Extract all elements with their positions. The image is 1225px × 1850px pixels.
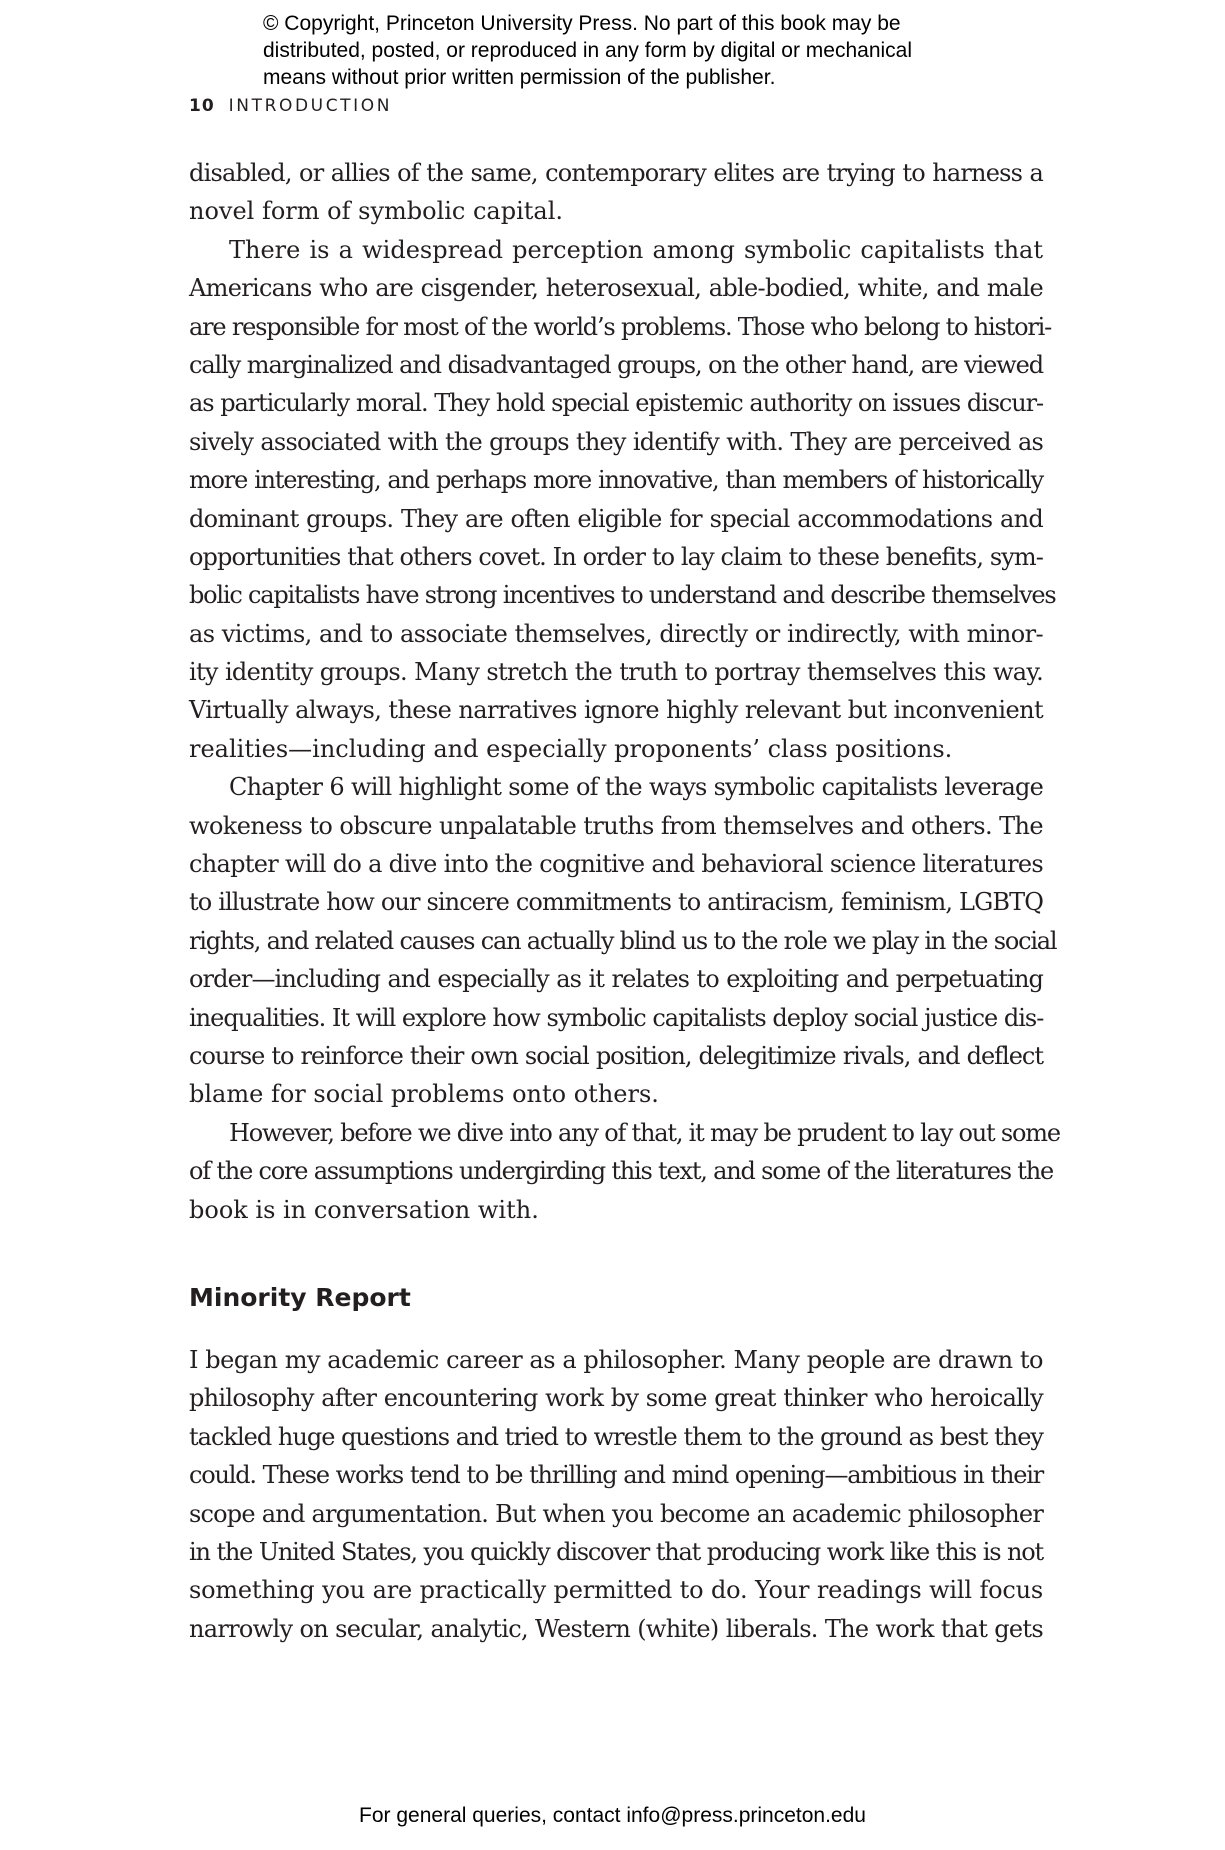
text-line: blame for social problems onto others. — [189, 1080, 659, 1109]
text-line: chapter will do a dive into the cognitive and behavioral science literatures — [189, 850, 1043, 879]
running-head — [189, 96, 392, 116]
text-line: more interesting, and perhaps more innovative, than members of historically — [189, 466, 1043, 495]
text-line: book is in conversation with. — [189, 1195, 539, 1224]
text-line: of the core assumptions undergirding this text, and some of the literatures the — [189, 1157, 1053, 1186]
copyright-notice — [263, 10, 1023, 91]
text-line: There is a widespread perception among symbolic capitalists that — [229, 235, 1043, 264]
text-line: narrowly on secular, analytic, Western (white) liberals. The work that gets — [189, 1614, 1043, 1643]
text-line: to illustrate how our sincere commitments to antiracism, feminism, LGBTQ — [189, 888, 1043, 917]
text-line: I began my academic career as a philosopher. Many people are drawn to — [189, 1346, 1043, 1374]
copyright-line: © Copyright, Princeton University Press. No part of this book may be — [263, 12, 901, 35]
text-line: as victims, and to associate themselves, directly or indirectly, with minor- — [189, 619, 1043, 648]
text-line: ity identity groups. Many stretch the truth to portray themselves this way. — [189, 658, 1043, 687]
section-heading: Minority Report — [189, 1283, 411, 1312]
text-line: wokeness to obscure unpalatable truths from themselves and others. The — [189, 811, 1043, 840]
copyright-line: means without prior written permission of the publisher. — [263, 66, 776, 89]
text-line: cally marginalized and disadvantaged groups, on the other hand, are viewed — [189, 350, 1043, 379]
text-line: sively associated with the groups they identify with. They are perceived as — [189, 427, 1043, 456]
text-line: as particularly moral. They hold special epistemic authority on issues discur- — [189, 389, 1043, 418]
text-line: could. These works tend to be thrilling and mind opening—ambitious in their — [189, 1461, 1043, 1490]
chapter-title: INTRODUCTION — [228, 96, 393, 116]
text-line: philosophy after encountering work by some great thinker who heroically — [189, 1384, 1043, 1413]
text-line: course to reinforce their own social position, delegitimize rivals, and deflect — [189, 1041, 1043, 1070]
text-line: are responsible for most of the world’s problems. Those who belong to histori- — [189, 312, 1052, 341]
text-line: Virtually always, these narratives ignore highly relevant but inconvenient — [189, 696, 1043, 725]
text-line: Chapter 6 will highlight some of the ways symbolic capitalists leverage — [229, 773, 1043, 802]
text-line: However, before we dive into any of that, it may be prudent to lay out some — [229, 1118, 1060, 1147]
text-line: rights, and related causes can actually blind us to the role we play in the social — [189, 926, 1057, 955]
text-line: opportunities that others covet. In order to lay claim to these benefits, sym- — [189, 542, 1043, 571]
text-line: tackled huge questions and tried to wrestle them to the ground as best they — [189, 1422, 1043, 1451]
text-line: scope and argumentation. But when you become an academic philosopher — [189, 1499, 1043, 1528]
body-text — [189, 154, 1060, 1229]
text-line: bolic capitalists have strong incentives to understand and describe themselves — [189, 581, 1056, 610]
text-line: Americans who are cisgender, heterosexual, able-bodied, white, and male — [189, 274, 1043, 303]
text-line: dominant groups. They are often eligible for special accommodations and — [189, 504, 1043, 533]
text-line: order—including and especially as it relates to exploiting and perpetuating — [189, 965, 1043, 994]
text-line: disabled, or allies of the same, contemporary elites are trying to harness a — [189, 159, 1043, 187]
contact-footer: For general queries, contact info@press.princeton.edu — [359, 1804, 866, 1827]
page-number: 10 — [189, 96, 215, 116]
text-line: realities—including and especially proponents’ class positions. — [189, 734, 953, 763]
copyright-line: distributed, posted, or reproduced in any form by digital or mechanical — [263, 39, 913, 62]
text-line: inequalities. It will explore how symbolic capitalists deploy social justice dis- — [189, 1003, 1044, 1032]
section-body-text — [189, 1341, 1043, 1648]
text-line: something you are practically permitted to do. Your readings will focus — [189, 1576, 1043, 1605]
text-line: in the United States, you quickly discover that producing work like this is not — [189, 1537, 1043, 1566]
text-line: novel form of symbolic capital. — [189, 197, 564, 226]
